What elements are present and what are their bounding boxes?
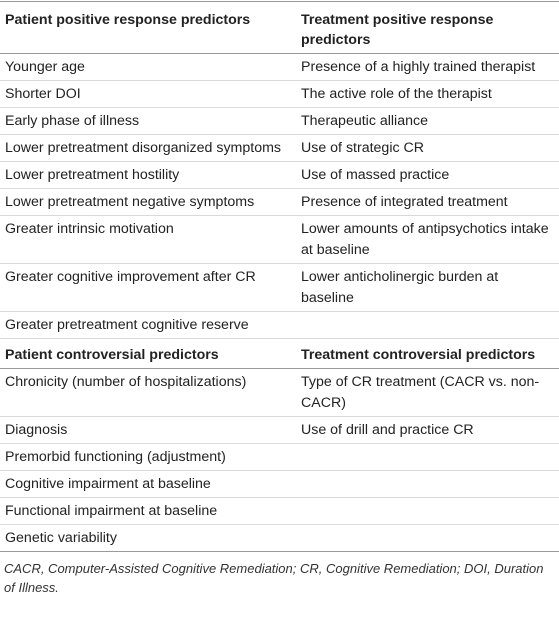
table-row [0,81,559,108]
table-cell [296,312,559,339]
table-row [0,444,559,471]
table-cell: Younger age [0,54,296,81]
table-cell: Premorbid functioning (adjustment) [0,444,296,471]
table-cell: Shorter DOI [0,81,296,108]
column-header-treatment-positive: Treatment positive response predictors [296,2,559,54]
table-row [0,498,559,525]
table-cell: Cognitive impairment at baseline [0,471,296,498]
table-cell [296,444,559,471]
table-cell: Greater pretreatment cognitive reserve [0,312,296,339]
table-cell: Lower anticholinergic burden at baseline [296,264,559,312]
table-cell: Early phase of illness [0,108,296,135]
column-header-patient-controversial: Patient controversial predictors [0,339,296,369]
table-cell: Use of drill and practice CR [296,417,559,444]
table-cell: Lower pretreatment hostility [0,162,296,189]
table-row [0,312,559,339]
table-cell: Presence of a highly trained therapist [296,54,559,81]
table-row [0,189,559,216]
table-cell: Presence of integrated treatment [296,189,559,216]
table-body [0,2,559,551]
table-cell: Chronicity (number of hospitalizations) [0,369,296,417]
table-cell [296,498,559,525]
table-cell: Genetic variability [5,530,117,546]
table-cell: Functional impairment at baseline [0,498,296,525]
table-cell: Lower amounts of antipsychotics intake at baseline [296,216,559,264]
table-cell: Use of massed practice [296,162,559,189]
table-cell [296,525,559,552]
table-row [0,135,559,162]
section-header-row [0,2,559,54]
table-cell: Lower pretreatment disorganized symptoms [0,135,296,162]
table-cell [296,471,559,498]
table-row [0,369,559,417]
table-row [0,471,559,498]
predictors-grid [0,2,559,551]
section-header-row [0,339,559,369]
table-cell: Diagnosis [0,417,296,444]
table-cell: Type of CR treatment (CACR vs. non-CACR) [296,369,559,417]
table-row [0,525,559,552]
predictors-table [0,1,559,597]
column-header-patient-positive: Patient positive response predictors [0,2,296,54]
table-row [0,108,559,135]
column-header-treatment-controversial: Treatment controversial predictors [296,339,559,369]
table-cell: Lower pretreatment negative symptoms [0,189,296,216]
table-cell: The active role of the therapist [296,81,559,108]
table-row [0,216,559,264]
table-row [0,417,559,444]
table-row [0,264,559,312]
table-row [0,162,559,189]
table-cell: Greater intrinsic motivation [0,216,296,264]
table-footnote: CACR, Computer-Assisted Cognitive Remediation; CR, Cognitive Remediation; DOI, Duration of Illness. [4,561,544,595]
table-row [0,54,559,81]
table-cell: Therapeutic alliance [296,108,559,135]
table-cell: Use of strategic CR [296,135,559,162]
table-cell: Greater cognitive improvement after CR [0,264,296,312]
